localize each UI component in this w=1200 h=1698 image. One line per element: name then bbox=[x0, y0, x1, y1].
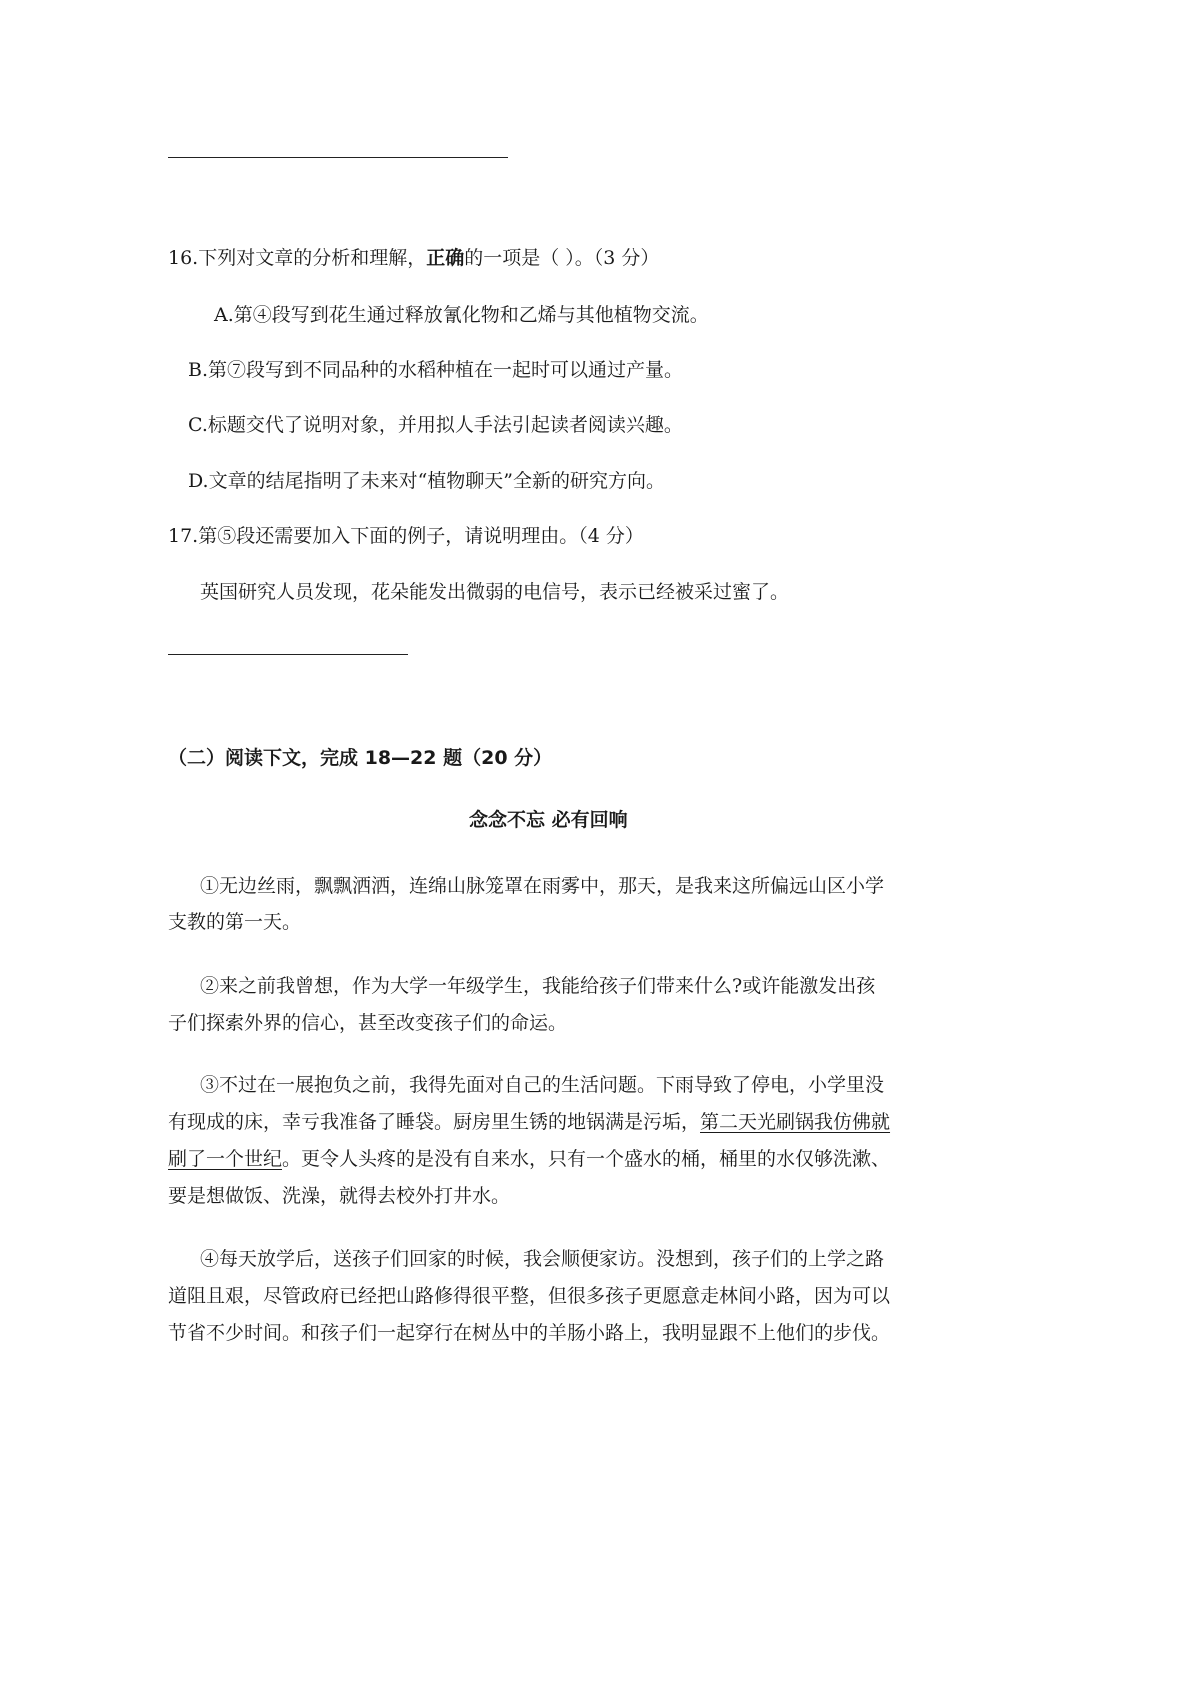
q16-prefix: 16.下列对文章的分析和理解， bbox=[168, 247, 427, 269]
q16-option-b: B.第⑦段写到不同品种的水稻种植在一起时可以通过产量。 bbox=[188, 359, 684, 381]
q17-example: 英国研究人员发现，花朵能发出微弱的电信号，表示已经被采过蜜了。 bbox=[200, 581, 790, 603]
p3-line3 bbox=[168, 1147, 890, 1171]
q16-option-d: D.文章的结尾指明了未来对“植物聊天”全新的研究方向。 bbox=[188, 470, 666, 492]
p3-underlined-sentence-start: 第二天光刷锅我仿佛就 bbox=[700, 1111, 891, 1133]
p2-line1: ②来之前我曾想，作为大学一年级学生，我能给孩子们带来什么?或许能激发出孩 bbox=[200, 975, 876, 997]
p3-underlined-sentence-end: 刷了一个世纪 bbox=[168, 1148, 283, 1170]
p3-line3-plain: 。更令人头疼的是没有自来水，只有一个盛水的桶，桶里的水仅够洗漱、 bbox=[282, 1148, 891, 1170]
answer-blank-top bbox=[168, 157, 508, 158]
p3-line4: 要是想做饭、洗澡，就得去校外打井水。 bbox=[168, 1185, 511, 1207]
p4-line1: ④每天放学后，送孩子们回家的时候，我会顺便家访。没想到，孩子们的上学之路 bbox=[200, 1248, 885, 1270]
q16-option-c: C.标题交代了说明对象，并用拟人手法引起读者阅读兴趣。 bbox=[188, 414, 683, 436]
q16-stem bbox=[168, 246, 659, 270]
p1-line1: ①无边丝雨，飘飘洒洒，连绵山脉笼罩在雨雾中，那天，是我来这所偏远山区小学 bbox=[200, 875, 885, 897]
q16-suffix: 的一项是（ ）。（3 分） bbox=[464, 247, 660, 269]
article-title: 念念不忘 必有回响 bbox=[469, 809, 628, 831]
p2-line2: 子们探索外界的信心，甚至改变孩子们的命运。 bbox=[168, 1012, 568, 1034]
section-heading: （二）阅读下文，完成 18—22 题（20 分） bbox=[168, 747, 553, 769]
p3-line2-plain: 有现成的床，幸亏我准备了睡袋。厨房里生锈的地锅满是污垢， bbox=[168, 1111, 701, 1133]
p4-line3: 节省不少时间。和孩子们一起穿行在树丛中的羊肠小路上，我明显跟不上他们的步伐。 bbox=[168, 1322, 891, 1344]
p3-line2 bbox=[168, 1110, 890, 1134]
q16-option-a: A.第④段写到花生通过释放氰化物和乙烯与其他植物交流。 bbox=[214, 304, 709, 326]
answer-blank-q17 bbox=[168, 654, 408, 655]
q17-stem: 17.第⑤段还需要加入下面的例子，请说明理由。（4 分） bbox=[168, 525, 644, 547]
p4-line2: 道阻且艰，尽管政府已经把山路修得很平整，但很多孩子更愿意走林间小路，因为可以 bbox=[168, 1285, 891, 1307]
q16-keyword: 正确 bbox=[426, 247, 465, 269]
p3-line1: ③不过在一展抱负之前，我得先面对自己的生活问题。下雨导致了停电，小学里没 bbox=[200, 1074, 885, 1096]
p1-line2: 支教的第一天。 bbox=[168, 911, 302, 933]
